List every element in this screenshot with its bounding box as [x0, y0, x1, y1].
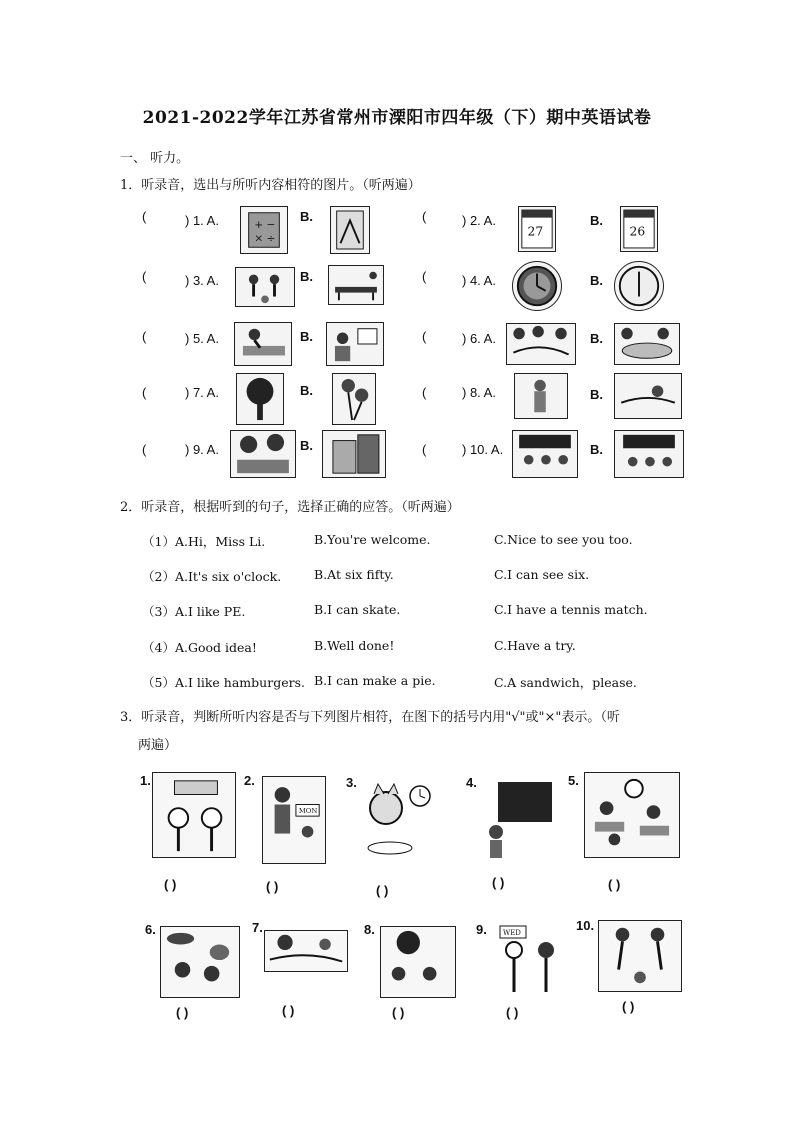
option-b-label: B.: [590, 442, 603, 457]
option-b-label: B.: [590, 213, 603, 228]
option-b-label: B.: [300, 269, 313, 284]
q3-item-number: 8.: [364, 922, 375, 937]
answer-paren-open: (: [422, 385, 427, 400]
picture-clock: [614, 261, 664, 311]
page-title: 2021-2022学年江苏省常州市溧阳市四年级（下）期中英语试卷: [142, 108, 652, 128]
item-number: ) 6. A.: [462, 331, 496, 346]
answer-paren[interactable]: ( ): [266, 879, 279, 894]
answer-paren-open: (: [422, 329, 427, 344]
q3-item-number: 10.: [576, 918, 595, 933]
option-b: B.At six fifty.: [314, 567, 394, 582]
q1-instruction: 1．听录音，选出与所听内容相符的图片。（听两遍）: [120, 178, 421, 193]
answer-paren[interactable]: ( ): [282, 1003, 295, 1018]
picture-swimming: [614, 373, 682, 419]
answer-paren[interactable]: ( ): [492, 875, 505, 890]
answer-paren[interactable]: ( ): [376, 883, 389, 898]
q3-item-number: 7.: [252, 920, 263, 935]
option-b-label: B.: [300, 438, 313, 453]
picture-kids-duck: [160, 926, 240, 998]
picture-boys-tree: [380, 926, 456, 998]
option-a: （2）A.It's six o'clock.: [142, 569, 282, 584]
q2-option-row: [142, 532, 702, 552]
picture-chef: [514, 373, 568, 419]
q3-item-number: 4.: [466, 775, 477, 790]
q3-item-number: 6.: [145, 922, 156, 937]
answer-paren-open: (: [142, 442, 147, 457]
picture-clock: [512, 261, 562, 311]
q1-row: [140, 319, 690, 371]
option-c: C.Have a try.: [494, 638, 576, 653]
picture-lake-trees: [506, 323, 576, 365]
item-number: ) 3. A.: [185, 273, 219, 288]
answer-paren[interactable]: ( ): [506, 1005, 519, 1020]
item-number: ) 4. A.: [462, 273, 496, 288]
item-number: ) 9. A.: [185, 442, 219, 457]
q2-option-row: [142, 567, 702, 587]
picture-child-writing: [234, 322, 292, 366]
answer-paren[interactable]: ( ): [176, 1005, 189, 1020]
option-a: （1）A.Hi，Miss Li.: [142, 534, 266, 549]
item-number: ) 1. A.: [185, 213, 219, 228]
answer-paren[interactable]: ( ): [608, 877, 621, 892]
option-b: B.I can make a pie.: [314, 673, 436, 688]
answer-paren[interactable]: ( ): [164, 877, 177, 892]
option-b: B.You're welcome.: [314, 532, 431, 547]
q3-instruction: 3．听录音，判断所听内容是否与下列图片相符，在图下的括号内用"√"或"×"表示。（听: [120, 710, 620, 725]
q1-picture-grid: [140, 203, 690, 483]
calendar-date: 26: [629, 224, 646, 239]
option-b-label: B.: [590, 331, 603, 346]
option-c: C.Nice to see you too.: [494, 532, 633, 547]
q2-option-row: [142, 638, 702, 658]
answer-paren-open: (: [422, 442, 427, 457]
option-a: （4）A.Good idea!: [142, 640, 257, 655]
picture-boy-girl-wed: [496, 922, 566, 998]
q3-instruction-cont: 两遍）: [138, 738, 178, 753]
q1-row: [140, 428, 690, 480]
item-number: ) 2. A.: [462, 213, 496, 228]
answer-paren[interactable]: ( ): [622, 999, 635, 1014]
q3-item-number: 2.: [244, 773, 255, 788]
picture-classroom-kids: [584, 772, 680, 858]
picture-cat-eating: [360, 778, 432, 862]
answer-paren-open: (: [142, 385, 147, 400]
q3-item-number: 5.: [568, 773, 579, 788]
q2-option-row: [142, 673, 702, 693]
q1-row: [140, 203, 690, 255]
picture-boys-football: [598, 920, 682, 992]
picture-tree: [236, 373, 284, 425]
picture-two-boys-talking: [152, 772, 236, 858]
answer-paren-open: (: [422, 209, 427, 224]
answer-paren[interactable]: ( ): [392, 1005, 405, 1020]
picture-child-tv: [326, 322, 384, 366]
q2-instruction: 2．听录音，根据听到的句子，选择正确的应答。（听两遍）: [120, 500, 460, 515]
picture-building: [322, 430, 386, 478]
q1-row: [140, 371, 690, 423]
picture-boy-with-sign: [262, 776, 326, 864]
answer-paren-open: (: [142, 329, 147, 344]
option-b-label: B.: [590, 387, 603, 402]
svg-text:+ −: + −: [254, 219, 276, 232]
item-number: ) 10. A.: [462, 442, 504, 457]
picture-calendar: [620, 206, 658, 252]
option-b-label: B.: [590, 273, 603, 288]
calendar-date: 27: [527, 224, 544, 239]
answer-paren-open: (: [422, 269, 427, 284]
picture-classroom: [512, 430, 578, 478]
picture-park: [230, 430, 296, 478]
option-b-label: B.: [300, 329, 313, 344]
picture-kids-football: [235, 267, 295, 307]
q2-option-row: [142, 602, 702, 622]
picture-calendar: [518, 206, 556, 252]
section-heading: 一、 听力。: [120, 151, 190, 166]
picture-science-book: [330, 206, 370, 254]
option-c: C.I have a tennis match.: [494, 602, 648, 617]
q3-item-number: 3.: [346, 775, 357, 790]
option-c: C.A sandwich，please.: [494, 675, 637, 690]
q1-row: [140, 261, 690, 313]
option-a: （5）A.I like hamburgers.: [142, 675, 305, 690]
option-b-label: B.: [300, 209, 313, 224]
item-number: ) 8. A.: [462, 385, 496, 400]
picture-pond: [614, 323, 680, 365]
option-b-label: B.: [300, 383, 313, 398]
picture-calculator: [240, 206, 288, 254]
sign-text: MON: [298, 807, 318, 816]
picture-table-tennis: [328, 265, 384, 305]
option-b: B.I can skate.: [314, 602, 401, 617]
option-b: B.Well done!: [314, 638, 395, 653]
answer-paren-open: (: [142, 269, 147, 284]
sign-text: WED: [503, 929, 521, 937]
option-c: C.I can see six.: [494, 567, 590, 582]
picture-student-blackboard: [482, 776, 556, 862]
item-number: ) 7. A.: [185, 385, 219, 400]
picture-classroom: [614, 430, 684, 478]
svg-text:× ÷: × ÷: [254, 232, 276, 245]
option-a: （3）A.I like PE.: [142, 604, 246, 619]
answer-paren-open: (: [142, 209, 147, 224]
item-number: ) 5. A.: [185, 331, 219, 346]
picture-flowers: [332, 373, 376, 425]
picture-river: [264, 930, 348, 972]
q3-item-number: 9.: [476, 922, 487, 937]
q3-item-number: 1.: [140, 773, 151, 788]
